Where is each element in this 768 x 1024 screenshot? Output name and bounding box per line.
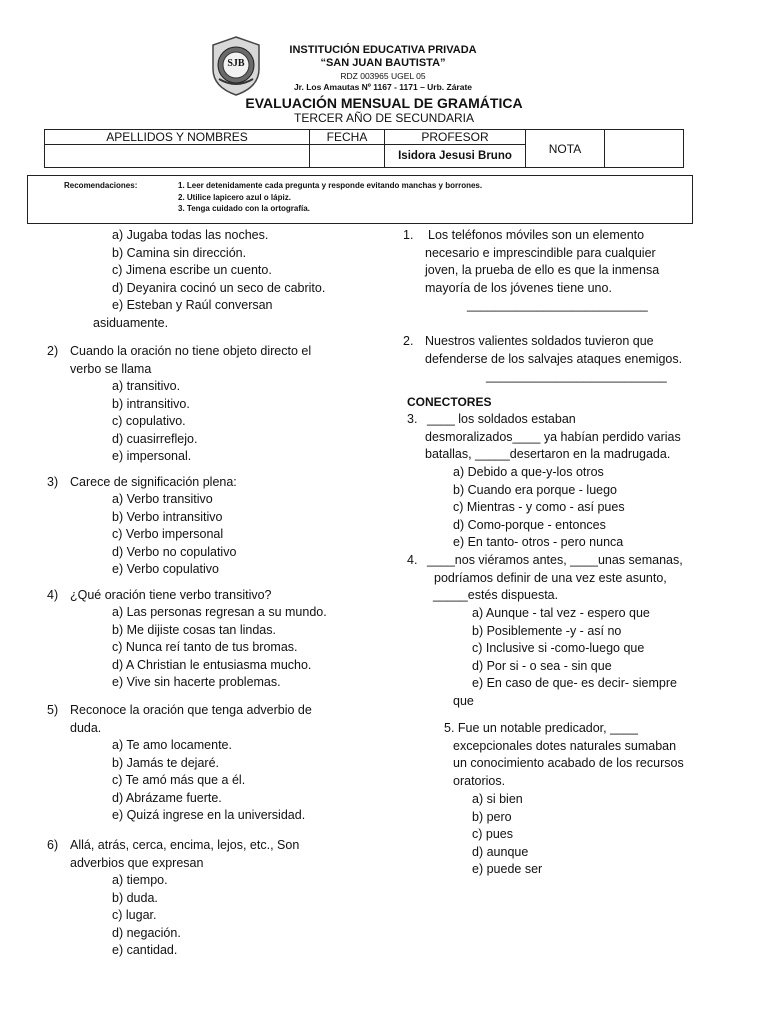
option: e) cantidad. xyxy=(112,943,178,957)
option: c) Inclusive si -como-luego que xyxy=(472,641,645,655)
option: a) Las personas regresan a su mundo. xyxy=(112,605,327,619)
date-field[interactable] xyxy=(310,145,385,168)
school-code: RDZ 003965 UGEL 05 xyxy=(340,71,426,81)
option: b) pero xyxy=(472,809,512,824)
right-q4-options xyxy=(472,605,677,693)
grade-label: NOTA xyxy=(526,130,605,168)
option: d) Como-porque - entonces xyxy=(453,517,606,532)
option: e) Vive sin hacerte problemas. xyxy=(112,675,281,689)
option: a) Verbo transitivo xyxy=(112,492,213,506)
recommendation-3: 3. Tenga cuidado con la ortografía. xyxy=(178,204,310,213)
option-continuation: asiduamente. xyxy=(93,316,169,330)
option: c) Verbo impersonal xyxy=(112,527,224,541)
grade-field[interactable] xyxy=(605,130,684,168)
left-q5-options xyxy=(112,737,305,825)
option: d) negación. xyxy=(112,925,181,940)
question-number: 4. xyxy=(407,553,418,567)
option: e) Quizá ingrese en la universidad. xyxy=(112,808,306,822)
answer-blank[interactable]: __________________________ xyxy=(467,298,648,312)
question-number: 2) xyxy=(47,344,59,358)
question-number: 1. xyxy=(403,228,414,242)
option: d) aunque xyxy=(472,844,529,859)
option: a) si bien xyxy=(472,792,523,806)
option: a) Te amo locamente. xyxy=(112,738,232,752)
question-number: 2. xyxy=(403,334,414,348)
question-text: ____nos viéramos antes, ____unas semanas, podríamos definir de una vez este asunto, _____estés dispuesta. xyxy=(427,553,683,602)
option: b) duda. xyxy=(112,890,158,905)
question-text: Los teléfonos móviles son un elemento necesario e imprescindible para cualquier joven, la prueba de ello es que la inmensa mayoría de los jóvenes tiene uno. xyxy=(425,228,660,295)
question-text: ____ los soldados estaban desmoralizados____ ya habían perdido varias batallas, _____desertaron en la madrugada. xyxy=(425,412,681,461)
option: c) copulativo. xyxy=(112,414,186,428)
option: a) transitivo. xyxy=(112,379,181,393)
left-q6-options xyxy=(112,872,181,960)
question-number: 3) xyxy=(47,475,59,489)
recommendation-1: 1. Leer detenidamente cada pregunta y responde evitando manchas y borrones. xyxy=(178,181,483,190)
left-q3-options xyxy=(112,491,236,579)
option-continuation: que xyxy=(453,694,474,708)
question-text: Nuestros valientes soldados tuvieron que defenderse de los salvajes ataques enemigos. xyxy=(425,334,683,366)
recommendations-box xyxy=(27,175,693,224)
header-date: FECHA xyxy=(310,130,385,145)
option: b) intransitivo. xyxy=(112,396,190,411)
option: c) pues xyxy=(472,827,513,841)
option: e) Esteban y Raúl conversan xyxy=(112,298,273,312)
school-name-1: INSTITUCIÓN EDUCATIVA PRIVADA xyxy=(289,44,477,56)
left-q2-options xyxy=(112,378,197,466)
student-info-table xyxy=(44,129,684,168)
option: b) Me dijiste cosas tan lindas. xyxy=(112,622,276,637)
option: d) Abrázame fuerte. xyxy=(112,790,222,805)
option: e) En caso de que- es decir- siempre xyxy=(472,676,677,690)
option: b) Jamás te dejaré. xyxy=(112,755,219,770)
option: e) puede ser xyxy=(472,862,543,876)
option: c) Te amó más que a él. xyxy=(112,773,246,787)
option: e) En tanto- otros - pero nunca xyxy=(453,535,624,549)
question-text: Cuando la oración no tiene objeto directo el verbo se llama xyxy=(70,344,312,376)
option: c) Jimena escribe un cuento. xyxy=(112,263,272,277)
option: d) Deyanira cocinó un seco de cabrito. xyxy=(112,280,326,295)
option: e) impersonal. xyxy=(112,449,192,463)
right-q5-options xyxy=(472,791,542,879)
option: c) lugar. xyxy=(112,908,157,922)
exam-title: EVALUACIÓN MENSUAL DE GRAMÁTICA xyxy=(245,95,523,111)
option: d) A Christian le entusiasma mucho. xyxy=(112,657,312,672)
option: c) Nunca reí tanto de tus bromas. xyxy=(112,640,298,654)
connectors-heading: CONECTORES xyxy=(407,395,492,409)
question-text: Carece de significación plena: xyxy=(70,475,237,489)
option: b) Cuando era porque - luego xyxy=(453,482,618,497)
right-q3-options xyxy=(453,464,625,552)
exam-subtitle: TERCER AÑO DE SECUNDARIA xyxy=(293,111,475,125)
option: a) Debido a que-y-los otros xyxy=(453,465,604,479)
question-number: 6) xyxy=(47,838,59,852)
question-number: 5) xyxy=(47,703,59,717)
recommendations-label: Recomendaciones: xyxy=(64,181,138,190)
header-names: APELLIDOS Y NOMBRES xyxy=(45,130,310,145)
teacher-name: Isidora Jesusi Bruno xyxy=(385,145,526,168)
question-text: Reconoce la oración que tenga adverbio de duda. xyxy=(70,703,312,735)
logo-lettering: SJB xyxy=(227,58,245,69)
option: b) Camina sin dirección. xyxy=(112,245,247,260)
option: b) Posiblemente -y - así no xyxy=(472,623,622,638)
option: b) Verbo intransitivo xyxy=(112,509,223,524)
school-address: Jr. Los Amautas Nº 1167 - 1171 – Urb. Zárate xyxy=(293,82,473,92)
names-field[interactable] xyxy=(45,145,310,168)
option: a) Jugaba todas las noches. xyxy=(112,228,269,242)
left-q4-options xyxy=(112,604,327,692)
option: d) Por si - o sea - sin que xyxy=(472,658,612,673)
option: d) cuasirreflejo. xyxy=(112,431,198,446)
recommendation-2: 2. Utilice lapicero azul o lápiz. xyxy=(178,193,291,202)
question-number: 3. xyxy=(407,412,418,426)
option: d) Verbo no copulativo xyxy=(112,544,237,559)
option: c) Mientras - y como - así pues xyxy=(453,500,625,514)
question-text: 5. Fue un notable predicador, ____ excepcionales dotes naturales sumaban un conocimiento acabado de los recursos oratorios. xyxy=(444,721,684,788)
question-number: 4) xyxy=(47,588,59,602)
option: e) Verbo copulativo xyxy=(112,562,220,576)
option: a) Aunque - tal vez - espero que xyxy=(472,606,650,620)
left-q1-options xyxy=(112,227,325,315)
question-text: ¿Qué oración tiene verbo transitivo? xyxy=(70,588,272,602)
question-text: Allá, atrás, cerca, encima, lejos, etc., Son adverbios que expresan xyxy=(70,838,300,870)
option: a) tiempo. xyxy=(112,873,168,887)
header-teacher: PROFESOR xyxy=(385,130,526,145)
school-name-2: “SAN JUAN BAUTISTA” xyxy=(320,57,446,69)
answer-blank[interactable]: __________________________ xyxy=(486,369,667,383)
